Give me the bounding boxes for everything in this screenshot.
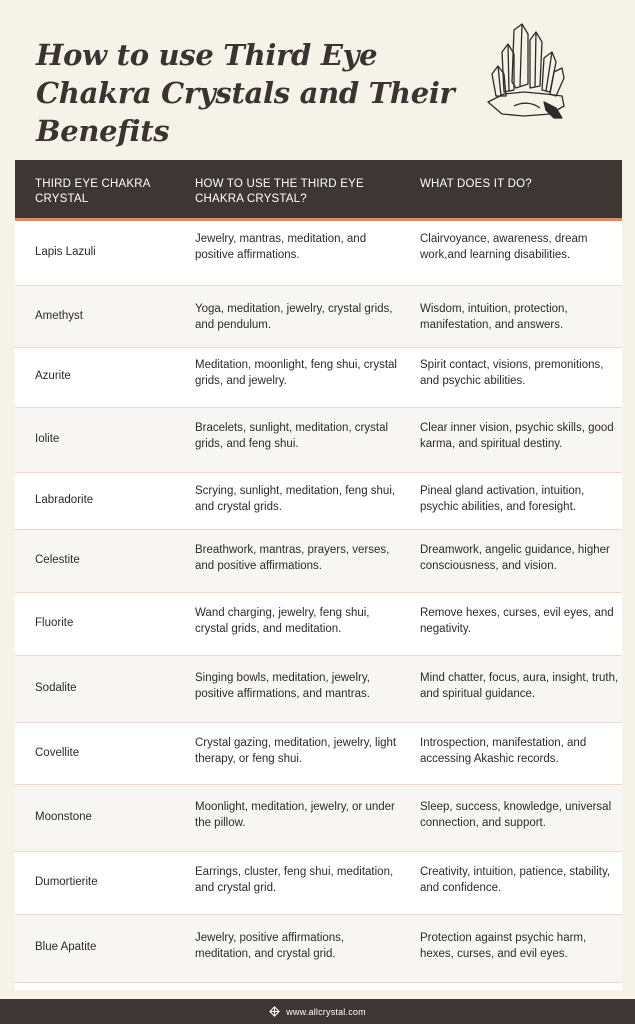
table-row [15, 723, 622, 785]
crystal-benefit: Protection against psychic harm, hexes, curses, and evil eyes. [420, 932, 587, 960]
table-header [15, 160, 622, 218]
footer-url[interactable]: www.allcrystal.com [286, 1006, 366, 1017]
table-row [15, 221, 622, 286]
table-row [15, 348, 622, 408]
crystal-usage: Breathwork, mantras, prayers, verses, and positive affirmations. [195, 544, 390, 572]
crystal-name: Sodalite [35, 682, 77, 694]
crystal-usage: Crystal gazing, meditation, jewelry, light therapy, or feng shui. [195, 737, 397, 765]
table-row [15, 530, 622, 593]
table-row [15, 593, 622, 656]
crystal-benefit: Clear inner vision, psychic skills, good karma, and spiritual destiny. [420, 422, 614, 450]
crystal-usage: Yoga, meditation, jewelry, crystal grids, and pendulum. [195, 303, 393, 331]
crystal-name: Dumortierite [35, 876, 98, 888]
crystal-usage: Earrings, cluster, feng shui, meditation, and crystal grid. [195, 866, 394, 894]
crystal-name: Iolite [35, 433, 60, 445]
table-row [15, 656, 622, 723]
crystal-name: Azurite [35, 370, 71, 382]
crystal-benefit: Dreamwork, angelic guidance, higher consciousness, and vision. [420, 544, 610, 572]
crystal-name: Labradorite [35, 494, 94, 506]
crystal-name: Lapis Lazuli [35, 246, 96, 258]
crystal-benefit: Clairvoyance, awareness, dream work,and learning disabilities. [420, 233, 588, 261]
crystal-benefit: Spirit contact, visions, premonitions, and psychic abilities. [420, 359, 604, 387]
crystal-benefit: Sleep, success, knowledge, universal connection, and support. [420, 801, 612, 829]
table-row [15, 785, 622, 852]
crystal-cluster-icon [484, 22, 566, 122]
crystal-name: Fluorite [35, 617, 74, 629]
crystal-table [15, 160, 622, 990]
crystal-benefit: Creativity, intuition, patience, stability, and confidence. [420, 866, 611, 894]
crystal-name: Covellite [35, 747, 80, 759]
crystal-name: Amethyst [35, 310, 83, 322]
crystal-benefit: Introspection, manifestation, and accessing Akashic records. [420, 737, 587, 765]
table-row [15, 408, 622, 473]
crystal-usage: Singing bowls, meditation, jewelry, positive affirmations, and mantras. [195, 672, 370, 700]
crystal-name: Celestite [35, 554, 80, 566]
crystal-usage: Meditation, moonlight, feng shui, crystal grids, and jewelry. [195, 359, 397, 387]
crystal-usage: Moonlight, meditation, jewelry, or under the pillow. [195, 801, 395, 829]
crystal-usage: Bracelets, sunlight, meditation, crystal grids, and feng shui. [195, 422, 389, 450]
table-row [15, 852, 622, 915]
crystal-benefit: Wisdom, intuition, protection, manifestation, and answers. [420, 303, 568, 331]
crystal-name: Blue Apatite [35, 941, 97, 953]
crystal-benefit: Pineal gland activation, intuition, psychic abilities, and foresight. [420, 485, 585, 513]
page-footer [0, 999, 635, 1024]
column-header-what-does-it-do: WHAT DOES IT DO? [420, 178, 532, 190]
column-header-crystal: THIRD EYE CHAKRA CRYSTAL [35, 178, 151, 205]
page-title: How to use Third Eye Chakra Crystals and Their Benefits [36, 38, 455, 148]
crystal-usage: Scrying, sunlight, meditation, feng shui, and crystal grids. [195, 485, 396, 513]
crystal-usage: Jewelry, mantras, meditation, and positive affirmations. [195, 233, 367, 261]
page-header [0, 0, 635, 148]
crystal-usage: Jewelry, positive affirmations, meditation, and crystal grid. [195, 932, 345, 960]
crystal-benefit: Mind chatter, focus, aura, insight, truth, and spiritual guidance. [420, 672, 619, 700]
crystal-name: Moonstone [35, 811, 92, 823]
table-row [15, 286, 622, 348]
allcrystal-logo-icon [269, 1006, 280, 1017]
column-header-how-to-use: HOW TO USE THE THIRD EYE CHAKRA CRYSTAL? [195, 178, 364, 205]
table-row [15, 915, 622, 983]
crystal-benefit: Remove hexes, curses, evil eyes, and negativity. [420, 607, 614, 635]
table-row [15, 473, 622, 530]
crystal-usage: Wand charging, jewelry, feng shui, crystal grids, and meditation. [195, 607, 370, 635]
